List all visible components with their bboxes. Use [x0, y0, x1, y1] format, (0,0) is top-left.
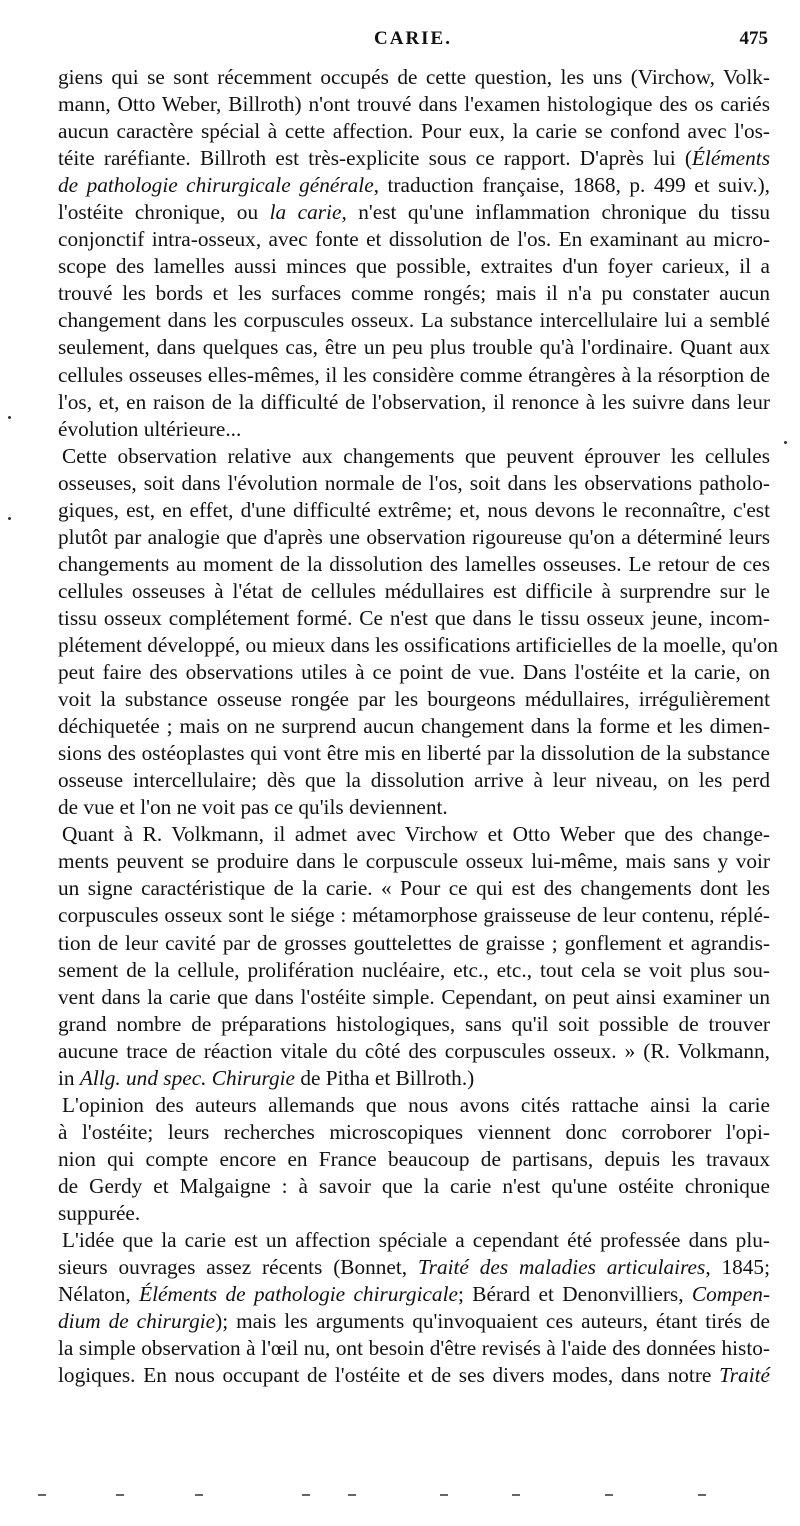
text-line: tion de leur cavité par de grosses gouttelettes de graisse ; gonflement et agrandis- [58, 930, 770, 955]
scan-speck [8, 416, 11, 419]
text-line [58, 172, 770, 199]
text-fragment: , 1845; [705, 1255, 770, 1280]
scan-speck [8, 517, 11, 520]
paragraph [58, 1227, 770, 1389]
text-fragment: téite raréfiante. Billroth est très-explicite sous ce rapport. D'après lui ( [58, 146, 692, 171]
text-fragment: Nélaton, [58, 1282, 140, 1307]
text-line [58, 1362, 770, 1389]
text-line: cellules osseuses elles-mêmes, il les considère comme étrangères à la résorption de [58, 362, 770, 387]
text-line: évolution ultérieure... [58, 416, 242, 441]
text-line: déchiquetée ; mais on ne surprend aucun changement dans la forme et les dimen- [58, 714, 770, 739]
text-line: L'opinion des auteurs allemands que nous avons cités rattache ainsi la carie [62, 1092, 770, 1117]
text-line: de vue et l'on ne voit pas ce qu'ils deviennent. [58, 795, 448, 820]
italic-title: dium de chirurgie [58, 1309, 216, 1334]
text-line: la simple observation à l'œil nu, ont besoin d'être revisés à l'aide des données histo- [58, 1336, 770, 1361]
text-line: nion qui compte encore en France beaucoup de partisans, depuis les travaux [58, 1146, 770, 1171]
text-line: aucune trace de réaction vitale du côté des corpuscules osseux. » (R. Volkmann, [58, 1038, 770, 1063]
text-line: changements au moment de la dissolution des lamelles osseuses. Le retour de ces [58, 551, 770, 576]
text-line: sement de la cellule, prolifération nucléaire, etc., etc., tout cela se voit plus sou- [58, 957, 770, 982]
text-line: corpuscules osseux sont le siége : métamorphose graisseuse de leur contenu, réplé- [58, 903, 770, 928]
running-header [56, 28, 768, 58]
text-line: ments peuvent se produire dans le corpuscule osseux lui-même, mais sans y voir [58, 849, 770, 874]
text-line: osseuses, soit dans l'évolution normale de l'os, soit dans les observations patholo- [58, 470, 770, 495]
page-number: 475 [739, 28, 768, 49]
text-line: giens qui se sont récemment occupés de cette question, les uns (Virchow, Volk- [58, 65, 770, 89]
text-line: un signe caractéristique de la carie. « Pour ce qui est des changements dont les [58, 876, 770, 901]
text-fragment: , traduction française, 1868, p. 499 et suiv.), [373, 173, 771, 198]
text-fragment: de Pitha et Billroth.) [295, 1065, 475, 1090]
text-fragment: , n'est qu'une inflammation chronique du tissu [341, 200, 770, 225]
text-line [58, 1065, 770, 1092]
text-line: grand nombre de préparations histologiques, sans qu'il soit possible de trouver [58, 1011, 770, 1036]
text-line [58, 1281, 770, 1308]
text-line: suppurée. [58, 1200, 141, 1225]
text-line: sions des ostéoplastes qui vont être mis en liberté par la dissolution de la substance [58, 741, 770, 766]
text-line: L'idée que la carie est un affection spéciale a cependant été professée dans plu- [62, 1228, 770, 1253]
text-line: changement dans les corpuscules osseux. La substance intercellulaire lui a semblé [58, 308, 770, 333]
italic-title: Traité des maladies articulaires [417, 1255, 706, 1280]
text-line: Quant à R. Volkmann, il admet avec Virchow et Otto Weber que des change- [62, 822, 770, 847]
text-fragment: sieurs ouvrages assez récents (Bonnet, [58, 1255, 418, 1280]
italic-title: Allg. und spec. Chirurgie [79, 1065, 296, 1090]
text-line [58, 1308, 770, 1335]
italic-title: Compen- [691, 1282, 770, 1307]
text-fragment: l'ostéite chronique, ou [58, 200, 270, 225]
body-text [58, 64, 779, 1389]
paragraph [58, 821, 770, 1091]
text-line: plétement développé, ou mieux dans les ossifications artificielles de la moelle, qu'on [58, 632, 779, 657]
scan-speck [784, 441, 787, 444]
italic-title: de pathologie chirurgicale générale [58, 173, 374, 198]
text-line: scope des lamelles aussi minces que possible, extraites d'un foyer carieux, il a [58, 254, 770, 279]
text-line: aucun caractère spécial à cette affection. Pour eux, la carie se confond avec l'os- [58, 119, 770, 144]
text-line: cellules osseuses à l'état de cellules médullaires est difficile à surprendre sur le [58, 578, 770, 603]
text-fragment: in [58, 1065, 80, 1090]
text-line: de Gerdy et Malgaigne : à savoir que la carie n'est qu'une ostéite chronique [58, 1173, 770, 1198]
text-fragment: ); mais les arguments qu'invoquaient ces auteurs, étant tirés de [215, 1309, 770, 1334]
text-line: à l'ostéite; leurs recherches microscopiques viennent donc corroborer l'opi- [58, 1119, 770, 1144]
scan-marks [30, 1494, 770, 1500]
text-line: Cette observation relative aux changements que peuvent éprouver les cellules [62, 443, 770, 468]
text-line: osseuse intercellulaire; dès que la dissolution arrive à leur niveau, on les perd [58, 768, 770, 793]
text-line: voit la substance osseuse rongée par les bourgeons médullaires, irrégulièrement [58, 687, 770, 712]
running-title: CARIE. [374, 28, 452, 49]
text-line: conjonctif intra-osseux, avec fonte et dissolution de l'os. En examinant au micro- [58, 227, 770, 252]
text-line: seulement, dans quelques cas, être un peu plus trouble qu'à l'ordinaire. Quant aux [58, 335, 770, 360]
text-line: plutôt par analogie que d'après une observation rigoureuse qu'on a déterminé leurs [58, 524, 770, 549]
italic-title: Éléments de pathologie chirurgicale [139, 1282, 458, 1307]
paragraph [58, 443, 779, 822]
text-line: mann, Otto Weber, Billroth) n'ont trouvé dans l'examen histologique des os cariés [58, 92, 770, 117]
text-line [58, 199, 770, 226]
italic-term: la carie [269, 200, 342, 225]
text-fragment: logiques. En nous occupant de l'ostéite et de ses divers modes, dans notre [58, 1363, 720, 1388]
text-line [58, 1254, 770, 1281]
text-fragment: ; Bérard et Denonvilliers, [457, 1282, 692, 1307]
text-line: tissu osseux complétement formé. Ce n'est que dans le tissu osseux jeune, incom- [58, 605, 770, 630]
text-line: peut faire des observations utiles à ce point de vue. Dans l'ostéite et la carie, on [58, 660, 770, 685]
italic-title: Éléments [691, 146, 770, 171]
text-line [58, 145, 770, 172]
paragraph [58, 1092, 770, 1227]
paragraph [58, 64, 770, 443]
italic-title: Traité [719, 1363, 770, 1388]
text-line: trouvé les bords et les surfaces comme rongés; mais il n'a pu constater aucun [58, 281, 770, 306]
text-line: giques, est, en effet, d'une difficulté extrême; et, nous devons le reconnaître, c'est [58, 497, 770, 522]
text-line: l'os, et, en raison de la difficulté de l'observation, il renonce à les suivre dans leur [58, 389, 770, 414]
text-line: vent dans la carie que dans l'ostéite simple. Cependant, on peut ainsi examiner un [58, 984, 770, 1009]
